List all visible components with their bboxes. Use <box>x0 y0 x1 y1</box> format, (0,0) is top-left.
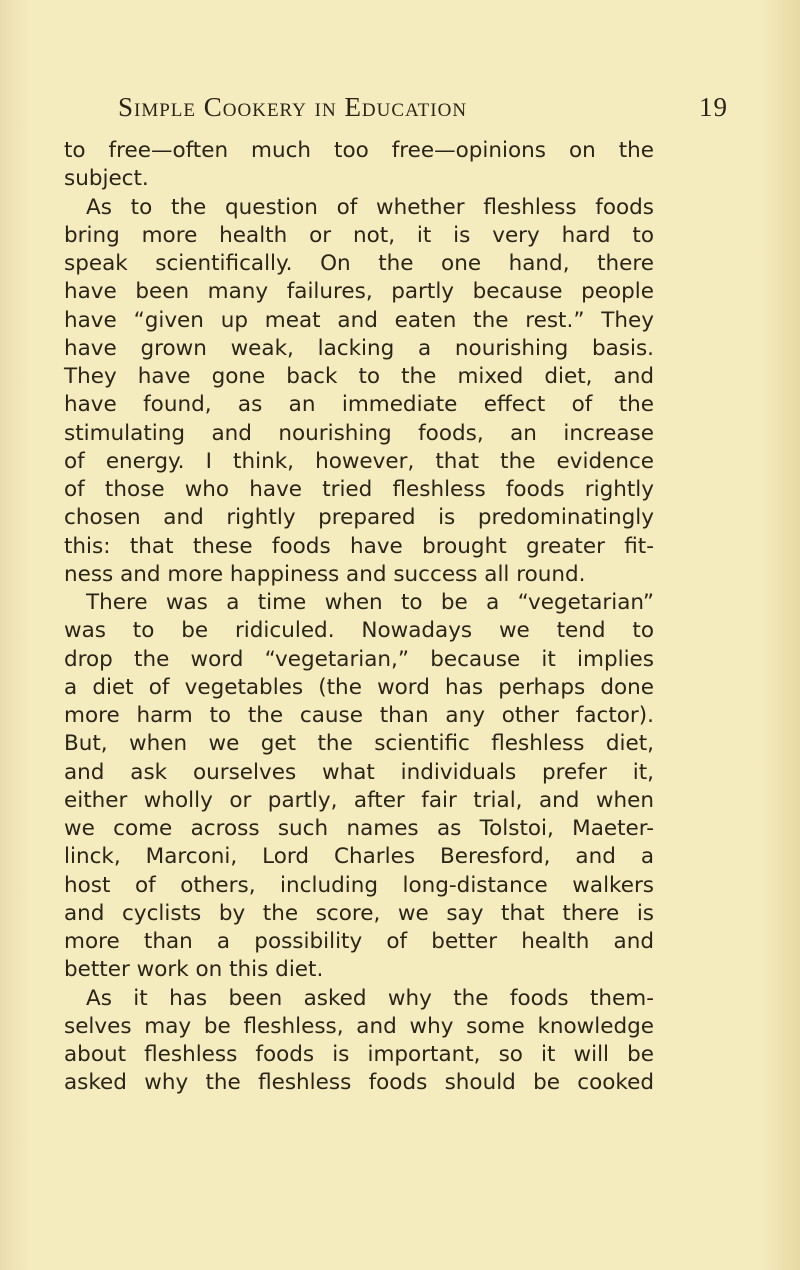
text-line: As to the question of whether fleshless foods <box>86 194 654 220</box>
text-line: and cyclists by the score, we say that there is <box>64 900 654 926</box>
text-line: host of others, including long-distance walkers <box>64 872 654 898</box>
text-line: either wholly or partly, after fair trial, and when <box>64 787 654 813</box>
text-line: As it has been asked why the foods them- <box>86 985 654 1011</box>
text-line: But, when we get the scientific fleshless diet, <box>64 731 654 757</box>
text-line: of energy. I think, however, that the evidence <box>64 448 654 474</box>
text-line: have found, as an immediate effect of the <box>64 392 654 418</box>
running-title: Simple Cookery in Education <box>118 92 468 122</box>
text-line: to free—often much too free—opinions on the <box>64 138 654 163</box>
text-line: asked why the fleshless foods should be cooked <box>64 1070 654 1096</box>
text-line: linck, Marconi, Lord Charles Beresford, and a <box>64 844 654 870</box>
page-number: 19 <box>699 92 728 122</box>
text-line: speak scientifically. On the one hand, there <box>64 251 654 276</box>
page-header <box>118 92 728 132</box>
text-line: we come across such names as Tolstoi, Maeter- <box>64 816 654 841</box>
text-line: stimulating and nourishing foods, an increase <box>64 420 654 446</box>
text-line: have “given up meat and eaten the rest.” They <box>64 307 654 333</box>
text-line: more than a possibility of better health and <box>64 929 654 954</box>
text-line: bring more health or not, it is very hard to <box>64 222 654 248</box>
text-line: ness and more happiness and success all round. <box>64 561 586 587</box>
text-line: more harm to the cause than any other factor). <box>64 703 654 728</box>
text-line: have been many failures, partly because people <box>64 279 654 305</box>
text-line: selves may be fleshless, and why some knowledge <box>64 1013 654 1039</box>
text-line: There was a time when to be a “vegetarian” <box>86 590 654 615</box>
text-line: have grown weak, lacking a nourishing basis. <box>64 335 654 361</box>
body-text <box>64 137 654 1098</box>
text-line: this: that these foods have brought greater fit- <box>64 533 654 559</box>
text-line: They have gone back to the mixed diet, and <box>64 364 654 389</box>
text-line: and ask ourselves what individuals prefer it, <box>64 759 654 785</box>
text-line: better work on this diet. <box>64 957 324 983</box>
text-line: a diet of vegetables (the word has perhaps done <box>64 674 654 700</box>
text-line: about fleshless foods is important, so it will be <box>64 1042 654 1067</box>
text-line: was to be ridiculed. Nowadays we tend to <box>64 618 654 644</box>
text-line: chosen and rightly prepared is predominatingly <box>64 505 654 531</box>
text-line: of those who have tried fleshless foods rightly <box>64 477 654 502</box>
text-line: subject. <box>64 166 149 192</box>
text-line: drop the word “vegetarian,” because it implies <box>64 646 654 672</box>
